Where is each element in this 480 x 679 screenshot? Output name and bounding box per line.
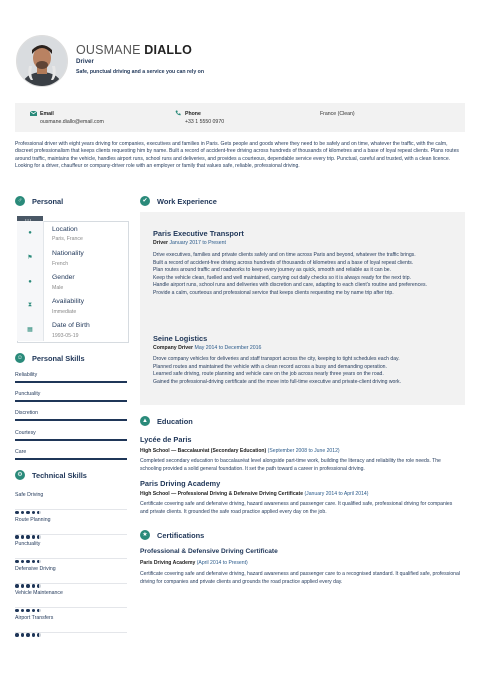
personal-skill-label: Punctuality xyxy=(15,391,41,397)
personal-skill-bar xyxy=(15,381,127,383)
personal-skill-bar xyxy=(15,439,127,441)
rating-dot xyxy=(21,584,25,588)
rating-dot xyxy=(37,511,41,515)
email-label: Email xyxy=(40,111,54,117)
flag-icon: ⚑ xyxy=(27,255,33,261)
rating-dot xyxy=(21,609,25,613)
education-school: Lycée de Paris xyxy=(140,435,192,444)
personal-label-nationality: Nationality xyxy=(52,250,84,257)
education-description: Certificate covering safe and defensive driving, hazard awareness and passenger care. It qualified safe, professional driving for companies and private clients. It grounded the safe road practice applied every day on the job. xyxy=(140,501,453,515)
rating-dot xyxy=(15,584,19,588)
personal-label-dob: Date of Birth xyxy=(52,322,90,329)
email-icon xyxy=(30,111,37,116)
location-value: France (Clean) xyxy=(320,111,355,117)
personal-title: Personal xyxy=(32,197,64,206)
education-meta xyxy=(140,448,340,454)
technical-skill-divider xyxy=(15,534,127,535)
rating-dot xyxy=(21,511,25,515)
rating-dot xyxy=(21,560,25,564)
job-meta xyxy=(153,345,261,351)
rating-dot xyxy=(37,560,41,564)
profile-photo xyxy=(16,35,68,87)
personal-label-location: Location xyxy=(52,226,78,233)
job-dates: May 2014 to December 2016 xyxy=(194,345,262,351)
certification-meta xyxy=(140,560,248,566)
personal-value-location: Paris, France xyxy=(52,236,83,242)
personal-value-nationality: French xyxy=(52,261,69,267)
rating-dot xyxy=(15,609,19,613)
gear-icon: ⚙ xyxy=(15,470,25,480)
job-role: Company Driver xyxy=(153,345,194,351)
technical-skill-rating xyxy=(15,624,43,642)
rating-dot xyxy=(21,535,25,539)
job-role: Driver xyxy=(153,240,168,246)
professional-summary: Professional driver with eight years driving for companies, executives and families in Paris. Gets people and goods where they need to be safely and on time, whatever the traffic, with the calm, discreet professionalism that keeps clients requesting him by name. Built a record of accident-free driving across hundreds of thousands of kilometres and a base of loyal repeat clients. Plans routes around traffic, maintains the vehicle, handles airport runs, school runs and deliveries, and provides a courteous, dependable service every trip. Punctual, careful and trusted, with a clean licence. Looking for a driver, chauffeur or company-driver role with an employer or family that values safe, reliable, professional driving. xyxy=(15,141,459,170)
personal-value-dob: 1993-05-19 xyxy=(52,333,79,339)
personal-skill-label: Courtesy xyxy=(15,430,36,436)
job-company: Paris Executive Transport xyxy=(153,229,244,238)
technical-skill-label: Safe Driving xyxy=(15,492,44,498)
briefcase-icon: ✔ xyxy=(140,196,150,206)
rating-dot xyxy=(26,609,30,613)
personal-skill-bar xyxy=(15,419,127,421)
personal-skill-label: Care xyxy=(15,449,27,455)
work-experience-title: Work Experience xyxy=(157,197,217,206)
first-name: OUSMANE xyxy=(76,43,141,57)
technical-skill-label: Defensive Driving xyxy=(15,565,56,572)
gender-icon: ♂ xyxy=(15,196,25,206)
rating-dot xyxy=(15,633,19,637)
rating-dot xyxy=(32,511,36,515)
certifications-title: Certifications xyxy=(157,531,205,540)
technical-skills-title: Technical Skills xyxy=(32,471,87,480)
person-photo-icon xyxy=(17,36,67,86)
rating-dot xyxy=(32,633,36,637)
personal-skill-label: Discretion xyxy=(15,410,39,416)
phone-label: Phone xyxy=(185,111,201,117)
job-description: Drove company vehicles for deliveries and staff transport across the city, keeping to tight schedules each day. Planned routes and maintained the vehicle with a clean record across a busy and demanding operation. Learned safe driving, route planning and vehicle care on the job across nearly three years on the road. Gained the professional-driving certificate and the move into full-time executive and private-client driving work. xyxy=(153,356,402,385)
certification-description: Certificate covering safe and defensive driving, hazard awareness and passenger care to a recognised standard. It qualified safe, professional driving for companies and private clients and grounds the road practice applied every day. xyxy=(140,571,460,585)
personal-skill-label: Reliability xyxy=(15,372,38,378)
education-meta xyxy=(140,491,368,497)
technical-skill-label: Route Planning xyxy=(15,516,51,523)
personal-value-availability: Immediate xyxy=(52,309,77,315)
job-description: Drive executives, families and private clients safely and on time across Paris and beyond, whatever the traffic brings. Built a record of accident-free driving across hundreds of thousands of kilometres and a base of loyal repeat clients. Plan routes around traffic and roadworks to keep every journey as quick, smooth and reliable as it can be. Keep the vehicle clean, fuelled and well maintained, carrying out daily checks so it is always ready for the next trip. Handle airport runs, school runs and deliveries with discretion and care, adapting to each client's routine and preferences. Provide a calm, courteous and professional service that keeps clients requesting me by name trip after trip. xyxy=(153,252,427,296)
education-degree: High School — Baccalauréat (Secondary Education) xyxy=(140,448,267,454)
rating-dot xyxy=(15,560,19,564)
certification-name: Professional & Defensive Driving Certificate xyxy=(140,548,278,555)
technical-skill-divider xyxy=(15,583,127,584)
personal-value-gender: Male xyxy=(52,285,64,291)
job-company: Seine Logistics xyxy=(153,334,208,343)
location-pin-icon: ● xyxy=(28,230,32,236)
technical-skill-divider xyxy=(15,509,127,510)
job-role: Driver xyxy=(76,58,94,65)
rating-dot xyxy=(26,535,30,539)
phone-icon xyxy=(175,110,181,116)
rating-dot xyxy=(32,535,36,539)
rating-dot xyxy=(15,511,19,515)
rating-dot xyxy=(21,633,25,637)
education-dates: (January 2014 to April 2014) xyxy=(304,491,369,497)
job-dates: January 2017 to Present xyxy=(169,240,226,246)
award-icon: ★ xyxy=(140,530,150,540)
rating-dot xyxy=(15,535,19,539)
certification-issuer: Paris Driving Academy xyxy=(140,560,196,566)
rating-dot xyxy=(26,633,30,637)
rating-dot xyxy=(26,511,30,515)
technical-skill-label: Punctuality xyxy=(15,541,41,547)
certification-dates: (April 2014 to Present) xyxy=(196,560,248,566)
rating-dot xyxy=(37,584,41,588)
education-dates: (September 2008 to June 2012) xyxy=(267,448,340,454)
dots-icon: ••• xyxy=(25,217,33,222)
rating-dot xyxy=(32,609,36,613)
personal-skills-title: Personal Skills xyxy=(32,354,85,363)
users-icon: ☺ xyxy=(16,355,24,361)
hourglass-icon: ⧗ xyxy=(27,302,33,308)
education-school: Paris Driving Academy xyxy=(140,479,221,488)
personal-skill-bar xyxy=(15,400,127,402)
phone-value[interactable]: +33 1 5550 0970 xyxy=(185,119,225,125)
rating-dot xyxy=(26,584,30,588)
personal-label-gender: Gender xyxy=(52,274,75,281)
graduation-cap-icon: ▲ xyxy=(140,416,150,426)
education-description: Completed secondary education to baccalauréat level alongside part-time work, building the literacy and reliability the role needs. The schooling provided a solid general foundation. It set the path toward a career in professional driving. xyxy=(140,458,441,472)
technical-skill-divider xyxy=(15,607,127,608)
contact-bar xyxy=(15,103,465,132)
last-name: DIALLO xyxy=(144,43,193,57)
rating-dot xyxy=(26,560,30,564)
person-icon: ● xyxy=(28,279,32,285)
technical-skill-divider xyxy=(15,558,127,559)
tagline: Safe, punctual driving and a service you can rely on xyxy=(76,69,204,75)
technical-skill-divider xyxy=(15,632,127,633)
rating-dot xyxy=(37,633,41,637)
full-name xyxy=(76,43,192,57)
rating-dot xyxy=(37,609,41,613)
education-title: Education xyxy=(157,417,193,426)
email-value[interactable]: ousmane.diallo@email.com xyxy=(40,119,104,125)
technical-skill-label: Airport Transfers xyxy=(15,614,54,621)
personal-skill-bar xyxy=(15,458,127,460)
calendar-icon: ▦ xyxy=(27,327,33,333)
rating-dot xyxy=(37,535,41,539)
rating-dot xyxy=(32,560,36,564)
rating-dot xyxy=(32,584,36,588)
job-meta xyxy=(153,240,226,246)
technical-skill-label: Vehicle Maintenance xyxy=(15,590,63,596)
education-degree: High School — Professional Driving & Defensive Driving Certificate xyxy=(140,491,304,497)
personal-label-availability: Availability xyxy=(52,298,84,305)
